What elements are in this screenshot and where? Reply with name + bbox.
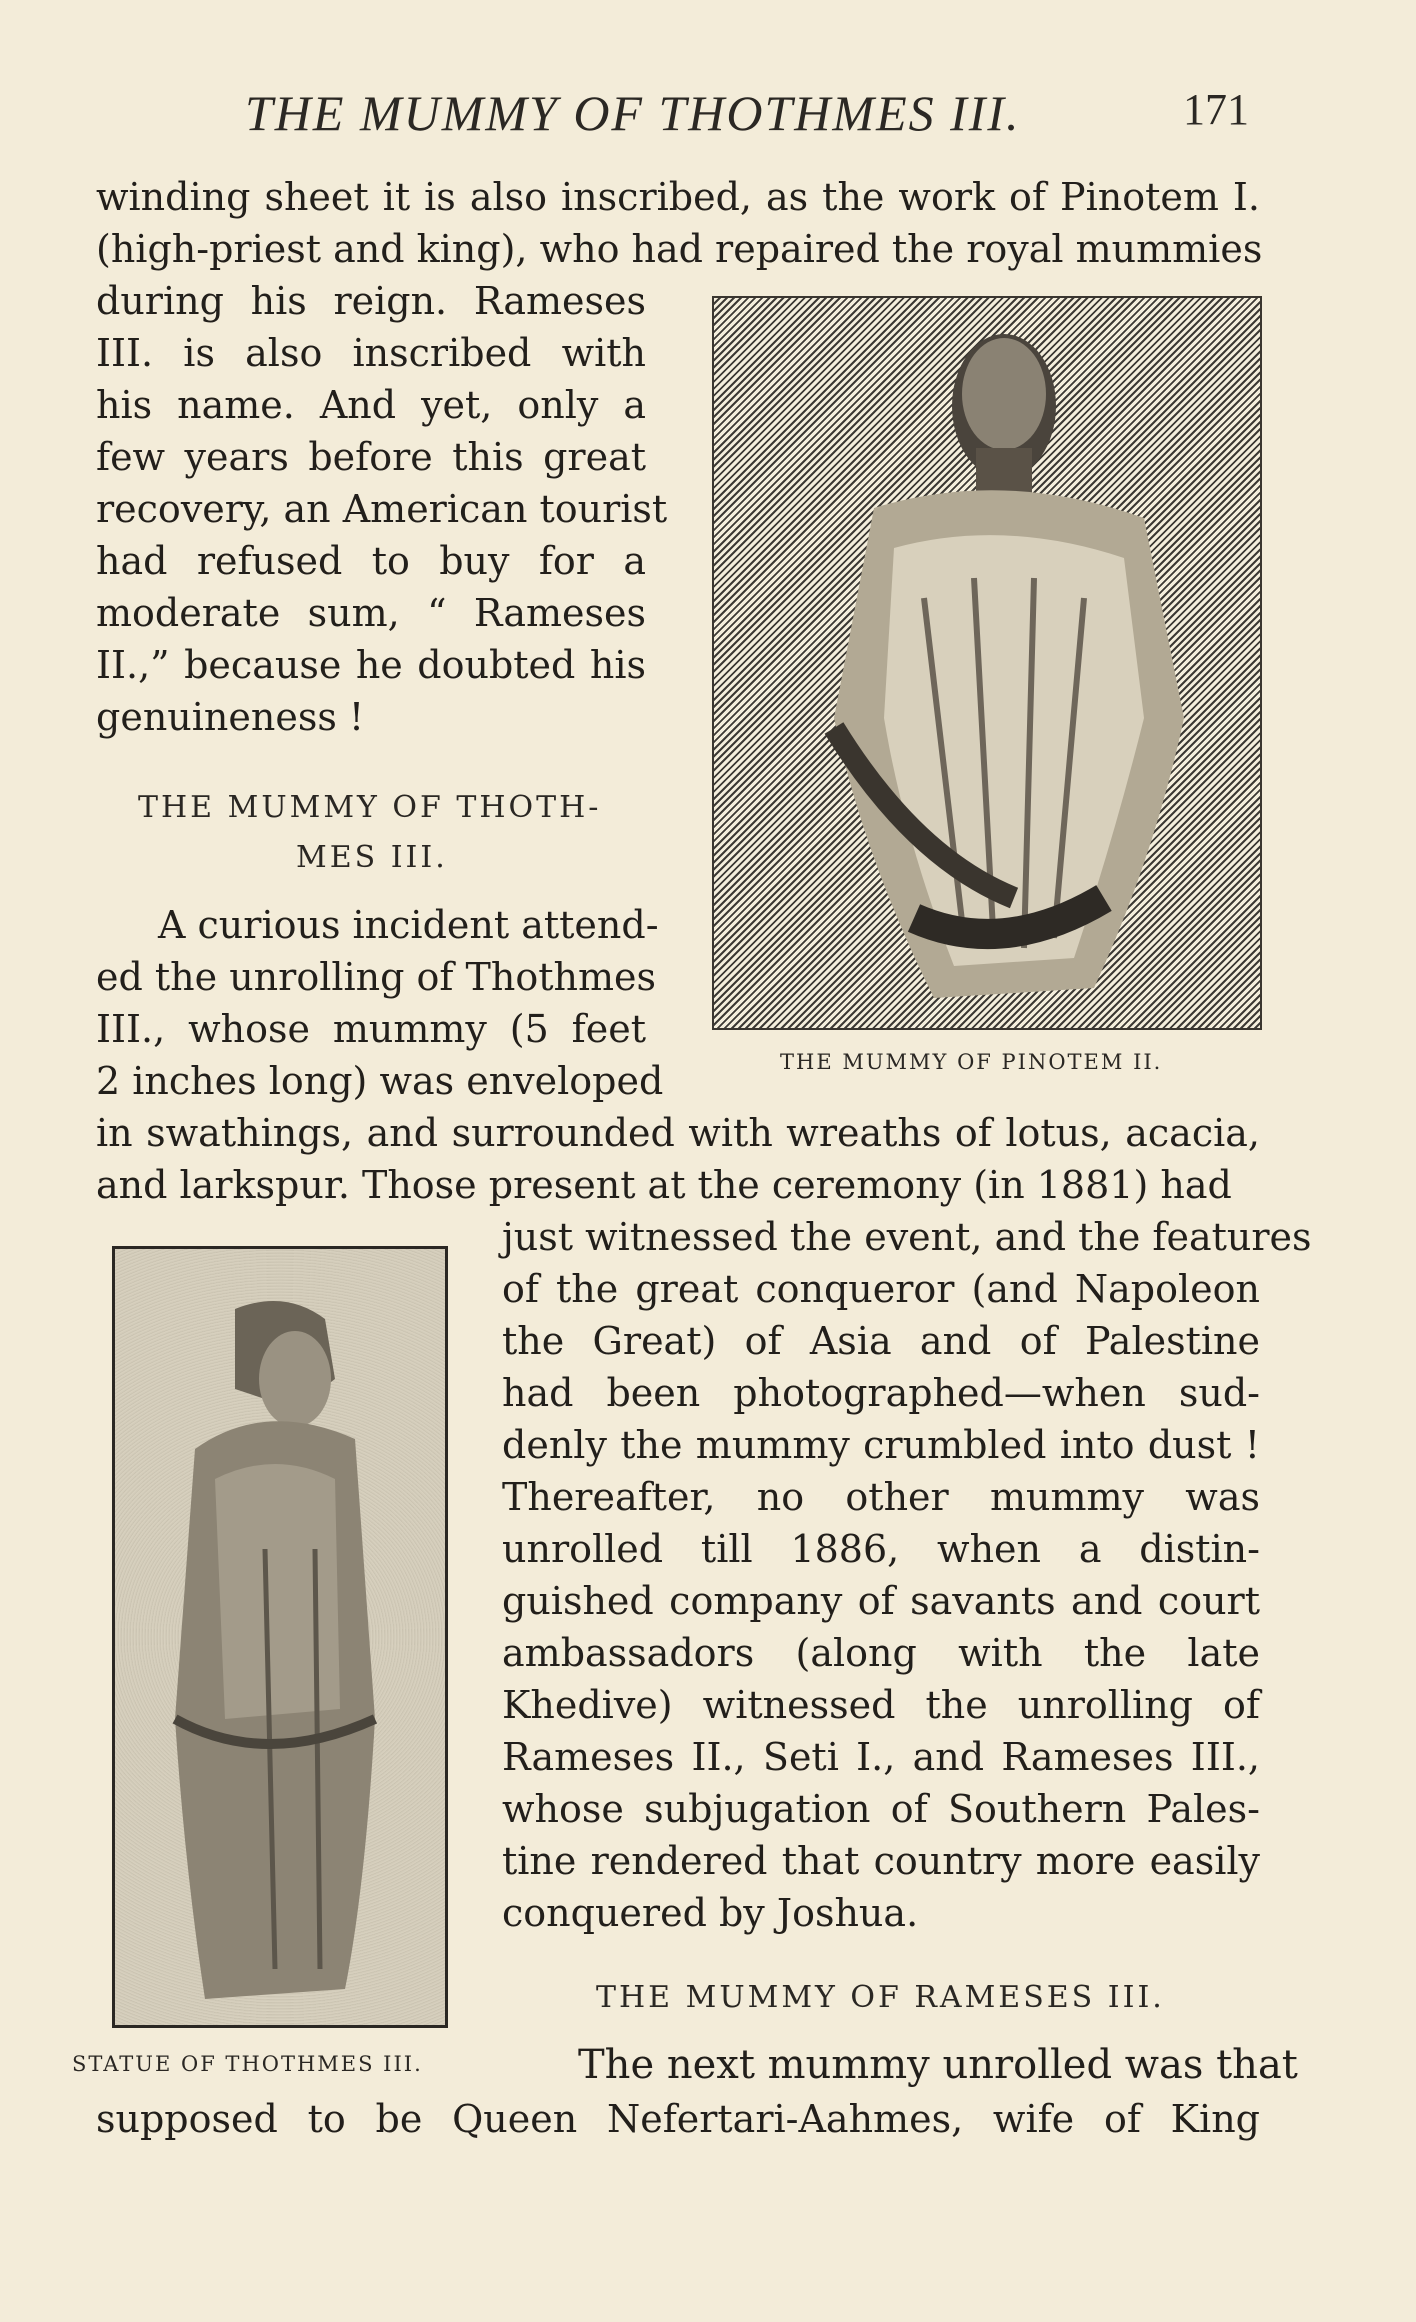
text-line: guished company of savants and court	[502, 1579, 1260, 1623]
text-line: had refused to buy for a	[96, 539, 646, 583]
text-line: moderate sum, “ Rameses	[96, 591, 646, 635]
text-line: during his reign. Rameses	[96, 279, 646, 323]
figure-caption: THE MUMMY OF PINOTEM II.	[780, 1050, 1163, 1074]
text-line: genuineness !	[96, 695, 365, 739]
text-line: denly the mummy crumbled into dust !	[502, 1423, 1260, 1467]
running-title: THE MUMMY OF THOTHMES III.	[245, 85, 1021, 141]
text-line: whose subjugation of Southern Pales-	[502, 1787, 1260, 1831]
text-line: Rameses II., Seti I., and Rameses III.,	[502, 1735, 1260, 1779]
page-header	[245, 84, 1255, 144]
text-line: Thereafter, no other mummy was	[502, 1475, 1260, 1519]
text-line: ed the unrolling of Thothmes	[96, 955, 657, 999]
statue-illustration-icon	[115, 1249, 445, 2025]
text-line: of the great conqueror (and Napoleon	[502, 1267, 1260, 1311]
page-number: 171	[1183, 85, 1249, 134]
text-line: in swathings, and surrounded with wreaths of lotus, acacia,	[96, 1111, 1260, 1155]
text-line: III., whose mummy (5 feet	[96, 1007, 646, 1051]
statue-photo-image	[112, 1246, 448, 2028]
mummy-engraving-image	[712, 296, 1262, 1030]
text-line: ambassadors (along with the late	[502, 1631, 1260, 1675]
text-line: 2 inches long) was enveloped	[96, 1059, 664, 1103]
text-line: II.,” because he doubted his	[96, 643, 646, 687]
text-line: unrolled till 1886, when a distin-	[502, 1527, 1260, 1571]
section-heading: MES III.	[296, 840, 448, 875]
text-line: few years before this great	[96, 435, 646, 479]
text-line: and larkspur. Those present at the ceremony (in 1881) had	[96, 1163, 1232, 1207]
text-line: tine rendered that country more easily	[502, 1839, 1260, 1883]
text-line: III. is also inscribed with	[96, 331, 646, 375]
figure-caption: STATUE OF THOTHMES III.	[72, 2052, 423, 2076]
text-line: conquered by Joshua.	[502, 1891, 919, 1935]
mummy-illustration-icon	[714, 298, 1260, 1028]
text-line: supposed to be Queen Nefertari-Aahmes, wife of King	[96, 2097, 1260, 2141]
text-line: recovery, an American tourist	[96, 487, 668, 531]
section-heading: THE MUMMY OF THOTH-	[138, 790, 602, 825]
text-line: had been photographed—when sud-	[502, 1371, 1260, 1415]
section-heading: THE MUMMY OF RAMESES III.	[596, 1980, 1165, 2015]
text-line: just witnessed the event, and the features	[502, 1215, 1312, 1259]
text-line: his name. And yet, only a	[96, 383, 646, 427]
text-line: The next mummy unrolled was that	[578, 2042, 1298, 2088]
text-line: A curious incident attend-	[158, 903, 659, 947]
text-line: winding sheet it is also inscribed, as the work of Pinotem I.	[96, 175, 1260, 219]
text-line: the Great) of Asia and of Palestine	[502, 1319, 1260, 1363]
text-line: Khedive) witnessed the unrolling of	[502, 1683, 1260, 1727]
text-line: (high-priest and king), who had repaired the royal mummies	[96, 227, 1263, 271]
